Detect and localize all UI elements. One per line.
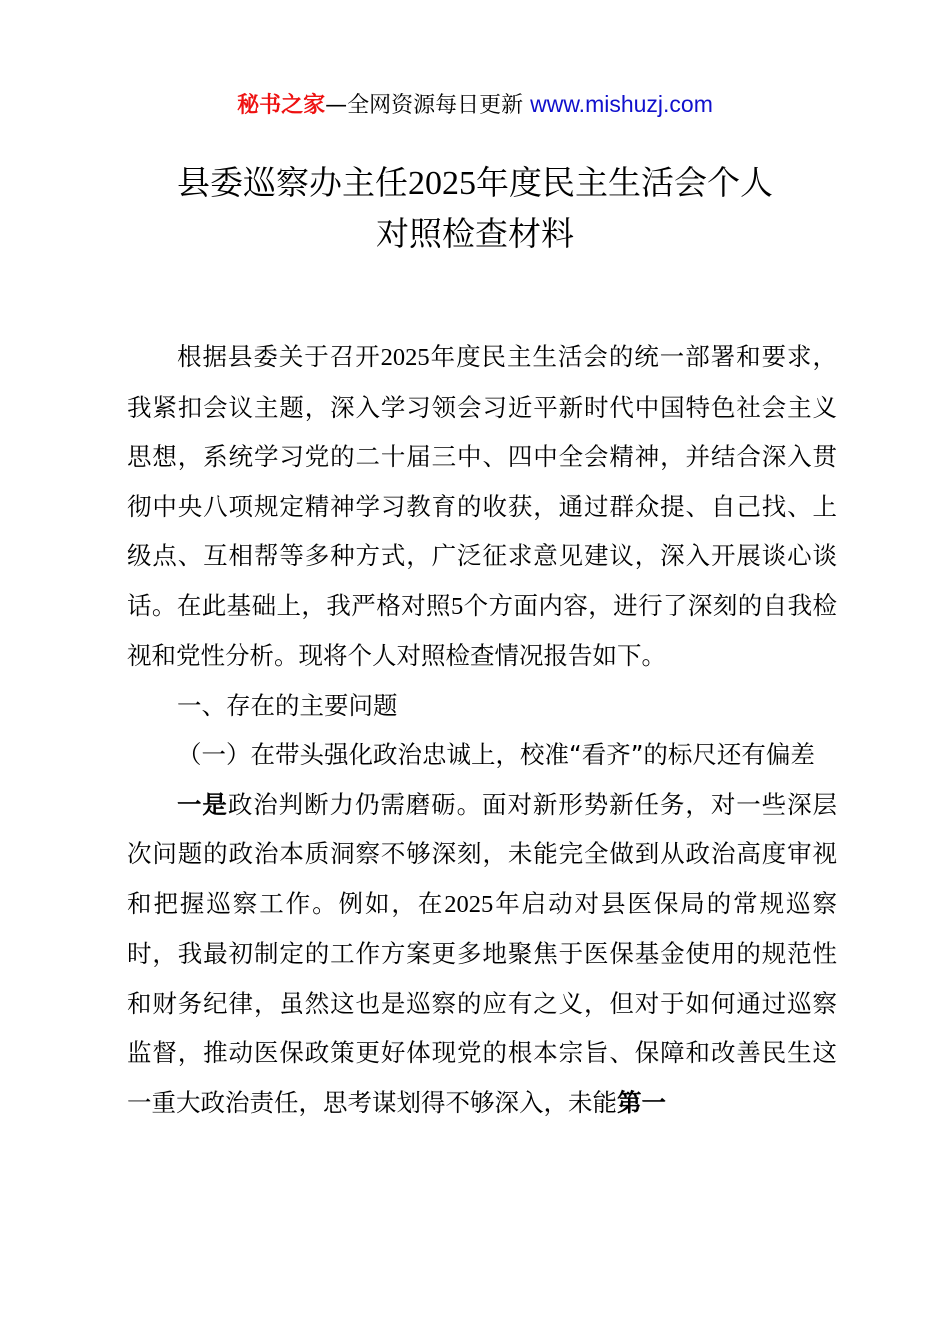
- title-line-2: 对照检查材料: [376, 214, 574, 253]
- subsection-heading: （一）在带头强化政治忠诚上，校准“看齐”的标尺还有偏差: [177, 740, 815, 769]
- section-heading: 一、存在的主要问题: [177, 690, 398, 720]
- brand-name: 秘书之家: [237, 93, 326, 118]
- intro-paragraph: 根据县委关于召开2025年度民主生活会的统一部署和要求，我紧扣会议主题，深入学习领会习近平新时代中国特色社会主义思想，系统学习党的二十届三中、四中全会精神，并结合深入贯彻中央八项规定精神学习教育的收获，通过群众提、自己找、上级点、互相帮等多种方式，广泛征求意见建议，深入开展谈心谈话。在此基础上，我严格对照5个方面内容，进行了深刻的自我检视和党性分析。现将个人对照检查情况报告如下。: [127, 342, 838, 670]
- item-lead: 一是: [177, 789, 228, 819]
- tagline: —全网资源每日更新: [325, 93, 531, 118]
- site-url-link[interactable]: www.mishuzj.com: [530, 91, 713, 117]
- site-watermark-header: [0, 86, 950, 124]
- document-title: [0, 158, 950, 259]
- item-paragraph: 一是政治判断力仍需磨砺。面对新形势新任务，对一些深层次问题的政治本质洞察不够深刻，未能完全做到从政治高度审视和把握巡察工作。例如，在2025年启动对县医保局的常规巡察时，我最初制定的工作方案更多地聚焦于医保基金使用的规范性和财务纪律，虽然这也是巡察的应有之义，但对于如何通过巡察监督，推动医保政策更好体现党的根本宗旨、保障和改善民生这一重大政治责任，思考谋划得不够深入，未能第一: [127, 789, 838, 1117]
- title-line-1: 县委巡察办主任2025年度民主生活会个人: [177, 163, 773, 202]
- document-body: [127, 332, 837, 1127]
